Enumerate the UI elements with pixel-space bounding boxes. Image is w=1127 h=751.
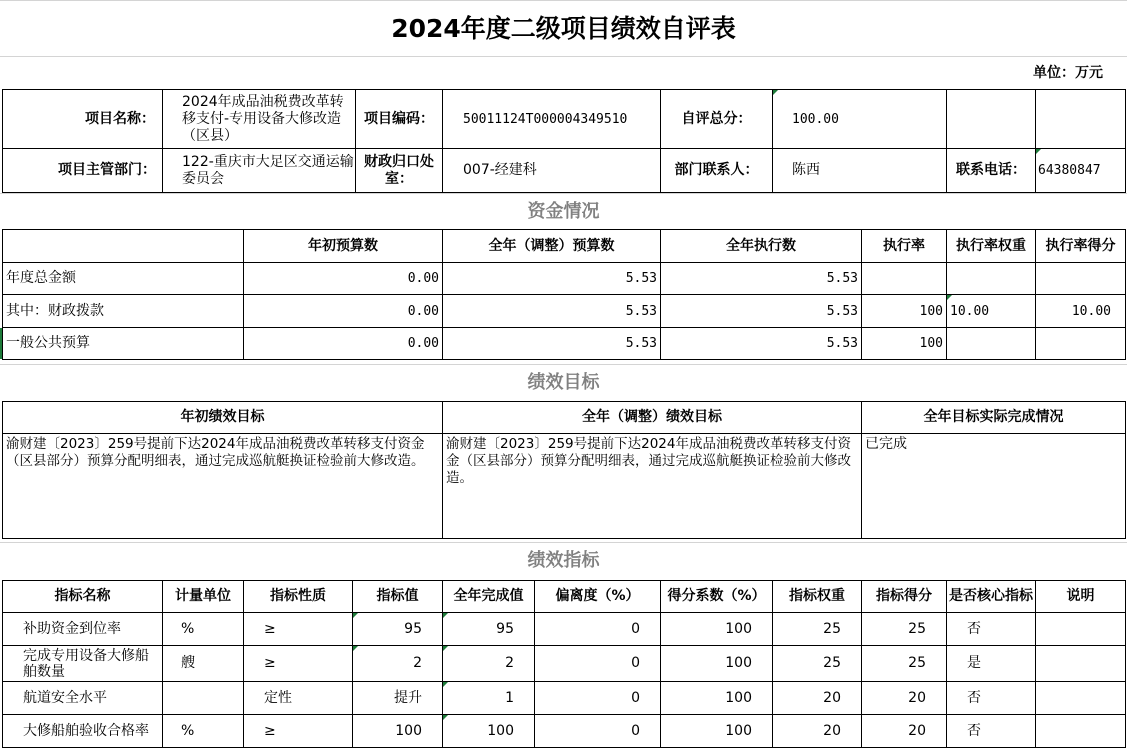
ind-row-unit bbox=[163, 682, 243, 714]
ind-row-coef: 100 bbox=[725, 620, 752, 637]
project-code-label: 项目编码： bbox=[364, 110, 434, 127]
goals-initial-text: 渝财建〔2023〕259号提前下达2024年成品油税费改革转移支付资金（区县部分）预算分配明细表，通过完成巡航艇换证检验前大修改造。 bbox=[6, 436, 425, 469]
ind-row-coef: 100 bbox=[725, 722, 752, 739]
self-score-label: 自评总分： bbox=[681, 110, 752, 127]
goals-adjusted-text: 渝财建〔2023〕259号提前下达2024年成品油税费改革转移支付资金（区县部分）预算分配明细表，通过完成巡航艇换证检验前大修改造。 bbox=[446, 436, 851, 486]
ind-row-note bbox=[1036, 715, 1125, 747]
sheet-gridline bbox=[0, 56, 1127, 57]
ind-row-weight: 25 bbox=[823, 655, 841, 671]
ind-row-coef: 100 bbox=[725, 689, 752, 706]
ind-row-deviation: 0 bbox=[631, 689, 640, 706]
ind-row-deviation: 0 bbox=[631, 722, 640, 739]
indicators-section-title: 绩效指标 bbox=[527, 549, 600, 571]
ind-row-core: 是 bbox=[967, 655, 981, 671]
ind-header-weight: 指标权重 bbox=[789, 588, 845, 604]
ind-header-actual: 全年完成值 bbox=[453, 588, 524, 604]
phone-value: 64380847 bbox=[1038, 163, 1101, 178]
ind-row-note bbox=[1036, 646, 1125, 681]
funds-row-initial: 0.00 bbox=[407, 271, 439, 286]
ind-row-note bbox=[1036, 682, 1125, 714]
project-name-value: 2024年成品油税费改革转移支付-专用设备大修改造（区县） bbox=[182, 93, 344, 144]
funds-row-initial: 0.00 bbox=[407, 303, 439, 319]
ind-row-actual: 100 bbox=[487, 722, 514, 739]
funds-row-executed: 5.53 bbox=[826, 271, 858, 286]
unit-label: 单位：万元 bbox=[1033, 64, 1103, 81]
goals-section-title: 绩效目标 bbox=[527, 371, 600, 393]
ind-header-nature: 指标性质 bbox=[270, 588, 326, 604]
ind-row-unit: % bbox=[181, 722, 195, 739]
ind-row-core: 否 bbox=[967, 620, 981, 637]
ind-row-deviation: 0 bbox=[631, 620, 640, 637]
funds-header-initial: 年初预算数 bbox=[308, 237, 378, 254]
funds-row-weight bbox=[947, 328, 1035, 359]
ind-row-name: 补助资金到位率 bbox=[23, 620, 121, 637]
funds-row-adjusted: 5.53 bbox=[625, 271, 657, 286]
ind-row-weight: 20 bbox=[823, 722, 841, 739]
ind-row-nature: ≥ bbox=[264, 620, 276, 637]
ind-row-name: 航道安全水平 bbox=[23, 689, 107, 706]
ind-row-core: 否 bbox=[967, 689, 981, 706]
ind-row-name: 完成专用设备大修船舶数量 bbox=[23, 647, 149, 680]
page-title: 2024年度二级项目绩效自评表 bbox=[391, 14, 736, 43]
funds-row-executed: 5.53 bbox=[826, 303, 858, 319]
ind-row-score: 20 bbox=[908, 689, 926, 706]
funds-row-adjusted: 5.53 bbox=[625, 336, 657, 351]
funds-row-score bbox=[1036, 328, 1125, 359]
ind-header-unit: 计量单位 bbox=[175, 588, 231, 604]
ind-row-coef: 100 bbox=[725, 655, 752, 671]
ind-header-note: 说明 bbox=[1066, 588, 1095, 604]
ind-row-unit: 艘 bbox=[181, 655, 195, 671]
ind-row-core: 否 bbox=[967, 722, 981, 739]
ind-row-nature: ≥ bbox=[264, 655, 276, 671]
funds-row-rate bbox=[862, 263, 946, 294]
funds-row-rate: 100 bbox=[919, 303, 943, 319]
ind-row-target: 提升 bbox=[394, 689, 422, 706]
funds-header-score: 执行率得分 bbox=[1045, 237, 1116, 254]
ind-row-nature: ≥ bbox=[264, 722, 276, 739]
funds-header-executed: 全年执行数 bbox=[726, 237, 796, 254]
ind-row-note bbox=[1036, 613, 1125, 645]
finance-label: 财政归口处室： bbox=[364, 153, 434, 187]
phone-label: 联系电话： bbox=[956, 162, 1026, 178]
funds-row-weight: 10.00 bbox=[950, 303, 990, 319]
ind-row-target: 2 bbox=[413, 655, 422, 671]
dept-label: 项目主管部门： bbox=[58, 162, 156, 178]
ind-row-nature: 定性 bbox=[264, 689, 292, 706]
ind-header-score: 指标得分 bbox=[876, 588, 932, 604]
funds-row-weight bbox=[947, 263, 1035, 294]
ind-row-unit: % bbox=[181, 620, 195, 637]
contact-label: 部门联系人： bbox=[674, 162, 759, 178]
finance-value: 007-经建科 bbox=[463, 162, 537, 178]
goals-actual-text: 已完成 bbox=[865, 436, 907, 452]
goals-header-actual: 全年目标实际完成情况 bbox=[923, 409, 1064, 425]
funds-header-rate: 执行率 bbox=[883, 237, 925, 254]
ind-row-actual: 2 bbox=[505, 655, 514, 671]
funds-row-label: 其中：财政拨款 bbox=[6, 302, 104, 319]
goals-header-initial: 年初绩效目标 bbox=[180, 409, 265, 425]
sheet-gridline bbox=[0, 0, 1127, 1]
funds-row-label: 年度总金额 bbox=[6, 270, 76, 286]
funds-section-title: 资金情况 bbox=[527, 200, 600, 222]
funds-row-score bbox=[1036, 263, 1125, 294]
funds-header-adjusted: 全年（调整）预算数 bbox=[488, 237, 615, 254]
project-code-value: 50011124T000004349510 bbox=[463, 111, 628, 127]
funds-row-executed: 5.53 bbox=[826, 336, 858, 351]
self-score-value: 100.00 bbox=[792, 111, 839, 127]
funds-row-rate: 100 bbox=[919, 336, 943, 351]
funds-row-initial: 0.00 bbox=[407, 336, 439, 351]
ind-header-coef: 得分系数（%） bbox=[667, 588, 766, 604]
dept-value: 122-重庆市大足区交通运输委员会 bbox=[182, 153, 354, 187]
funds-row-score: 10.00 bbox=[1071, 303, 1111, 319]
ind-header-core: 是否核心指标 bbox=[949, 588, 1033, 604]
goals-header-adjusted: 全年（调整）绩效目标 bbox=[582, 409, 722, 425]
ind-row-target: 95 bbox=[404, 620, 422, 637]
ind-row-name: 大修船舶验收合格率 bbox=[23, 722, 149, 739]
funds-row-label: 一般公共预算 bbox=[6, 335, 90, 351]
ind-row-actual: 95 bbox=[496, 620, 514, 637]
ind-row-score: 20 bbox=[908, 722, 926, 739]
ind-row-deviation: 0 bbox=[631, 655, 640, 671]
contact-value: 陈西 bbox=[792, 162, 820, 178]
ind-row-target: 100 bbox=[395, 722, 422, 739]
project-name-label: 项目名称： bbox=[85, 110, 155, 127]
ind-row-score: 25 bbox=[908, 620, 926, 637]
ind-header-target: 指标值 bbox=[376, 588, 419, 604]
active-row-marker bbox=[0, 328, 2, 359]
ind-row-score: 25 bbox=[908, 655, 926, 671]
ind-header-name: 指标名称 bbox=[54, 588, 111, 604]
ind-row-weight: 20 bbox=[823, 689, 841, 706]
ind-header-deviation: 偏离度（%） bbox=[555, 588, 640, 604]
ind-row-weight: 25 bbox=[823, 620, 841, 637]
ind-row-actual: 1 bbox=[505, 689, 514, 706]
funds-header-weight: 执行率权重 bbox=[956, 237, 1026, 254]
funds-row-adjusted: 5.53 bbox=[625, 303, 657, 319]
